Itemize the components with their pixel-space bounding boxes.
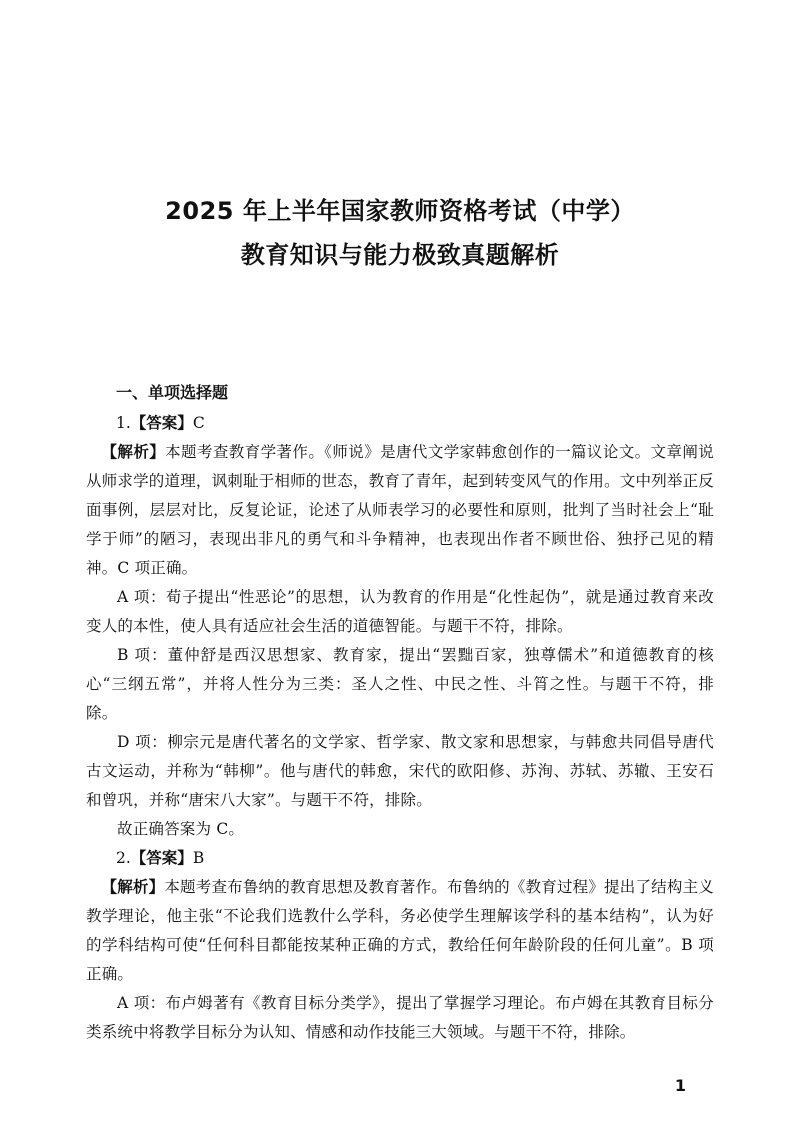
question-1-analysis [86, 438, 714, 583]
answer-value: B [192, 849, 205, 867]
question-1-option-b: B 项：董仲舒是西汉思想家、教育家，提出“罢黜百家，独尊儒术”和道德教育的核心“三纲五常”，并将人性分为三类：圣人之性、中民之性、斗筲之性。与题干不符，排除。 [86, 646, 714, 722]
analysis-text: 本题考查布鲁纳的教育思想及教育著作。布鲁纳的《教育过程》提出了结构主义教学理论，他主张“不论我们选教什么学科，务必使学生理解该学科的基本结构”，认为好的学科结构可使“任何科目都能按某种正确的方式，教给任何年龄阶段的任何儿童”。B 项正确。 [86, 878, 714, 983]
document-body [86, 380, 714, 1047]
question-1-option-a: A 项：荀子提出“性恶论”的思想，认为教育的作用是“化性起伪”，就是通过教育来改变人的本性，使人具有适应社会生活的道德智能。与题干不符，排除。 [86, 588, 714, 635]
analysis-text: 本题考查教育学著作。《师说》是唐代文学家韩愈创作的一篇议论文。文章阐说从师求学的道理，讽刺耻于相师的世态，教育了青年，起到转变风气的作用。文中列举正反面事例，层层对比，反复论证，论述了从师表学习的必要性和原则，批判了当时社会上“耻学于师”的陋习，表现出非凡的勇气和斗争精神，也表现出作者不顾世俗、独抒己见的精神。C 项正确。 [86, 443, 715, 577]
question-1-conclusion: 故正确答案为 C。 [117, 820, 245, 838]
page-number: 1 [674, 1076, 686, 1095]
document-title-line-1: 2025 年上半年国家教师资格考试（中学） [165, 197, 635, 225]
analysis-label: 【解析】 [101, 878, 165, 896]
answer-key-label: 【答案】 [130, 849, 193, 867]
question-2-answer [86, 844, 714, 873]
section-heading: 一、单项选择题 [116, 383, 229, 402]
question-2-analysis [86, 873, 714, 989]
question-number: 1. [116, 414, 131, 432]
answer-value: C [192, 414, 205, 432]
answer-key-label: 【答案】 [130, 414, 193, 432]
document-title-line-2: 教育知识与能力极致真题解析 [240, 241, 560, 269]
question-1-answer [86, 409, 714, 438]
analysis-label: 【解析】 [101, 443, 166, 461]
question-2-option-a: A 项：布卢姆著有《教育目标分类学》，提出了掌握学习理论。布卢姆在其教育目标分类系统中将教学目标分为认知、情感和动作技能三大领域。与题干不符，排除。 [86, 994, 714, 1041]
question-1-option-d: D 项：柳宗元是唐代著名的文学家、哲学家、散文家和思想家，与韩愈共同倡导唐代古文运动，并称为“韩柳”。他与唐代的韩愈，宋代的欧阳修、苏洵、苏轼、苏辙、王安石和曾巩，并称“唐宋八大家”。与题干不符，排除。 [86, 733, 714, 809]
question-number: 2. [116, 849, 131, 867]
